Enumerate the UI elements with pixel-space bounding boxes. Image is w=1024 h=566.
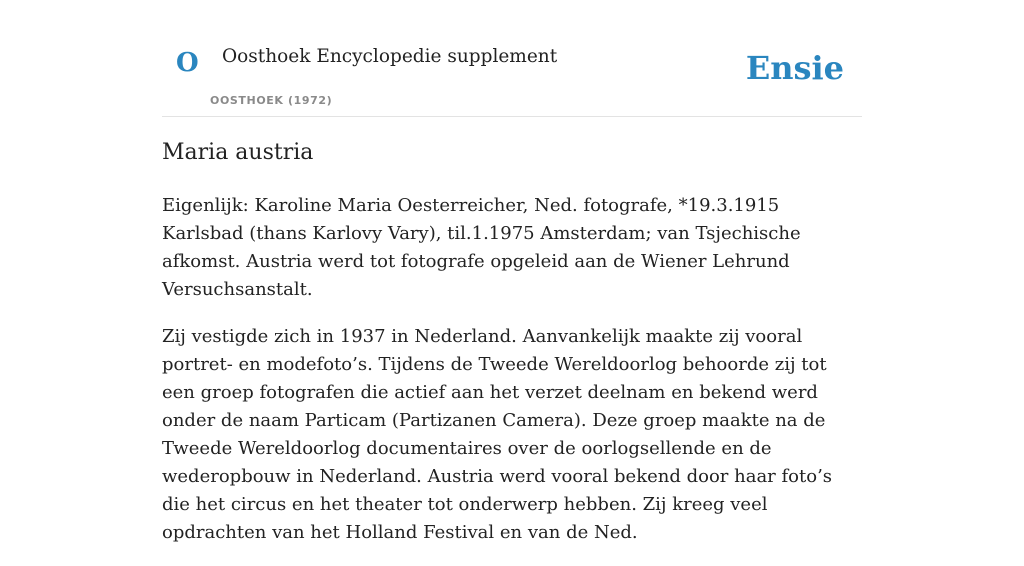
- entry-paragraph: Eigenlijk: Karoline Maria Oesterreicher, Ned. fotografe, *19.3.1915 Karlsbad (thans Karlovy Vary), til.1.1975 Amsterdam; van Tsjechische afkomst. Austria werd tot fotografe opgeleid aan de Wiener Lehrund Versuchsanstalt.: [162, 195, 801, 300]
- source-logo[interactable]: O: [176, 48, 199, 78]
- ensie-brand-logo[interactable]: Ensie: [745, 49, 844, 87]
- source-header: [162, 0, 862, 117]
- article-page: [162, 0, 862, 543]
- entry-body: [162, 192, 862, 566]
- source-publisher: OOSTHOEK (1972): [210, 94, 333, 107]
- entry-title: Maria austria: [162, 140, 314, 165]
- source-title-link[interactable]: Oosthoek Encyclopedie supplement: [222, 46, 558, 67]
- entry-paragraph: Zij vestigde zich in 1937 in Nederland. Aanvankelijk maakte zij vooral portret- en modefoto’s. Tijdens de Tweede Wereldoorlog behoorde zij tot een groep fotografen die actief aan het verzet deelnam en bekend werd onder de naam Particam (Partizanen Camera). Deze groep maakte na de Tweede Wereldoorlog documentaires over de oorlogsellende en de wederopbouw in Nederland. Austria werd vooral bekend door haar foto’s die het circus en het theater tot onderwerp hebben. Zij kreeg veel opdrachten van het Holland Festival en van de Ned.: [162, 326, 833, 543]
